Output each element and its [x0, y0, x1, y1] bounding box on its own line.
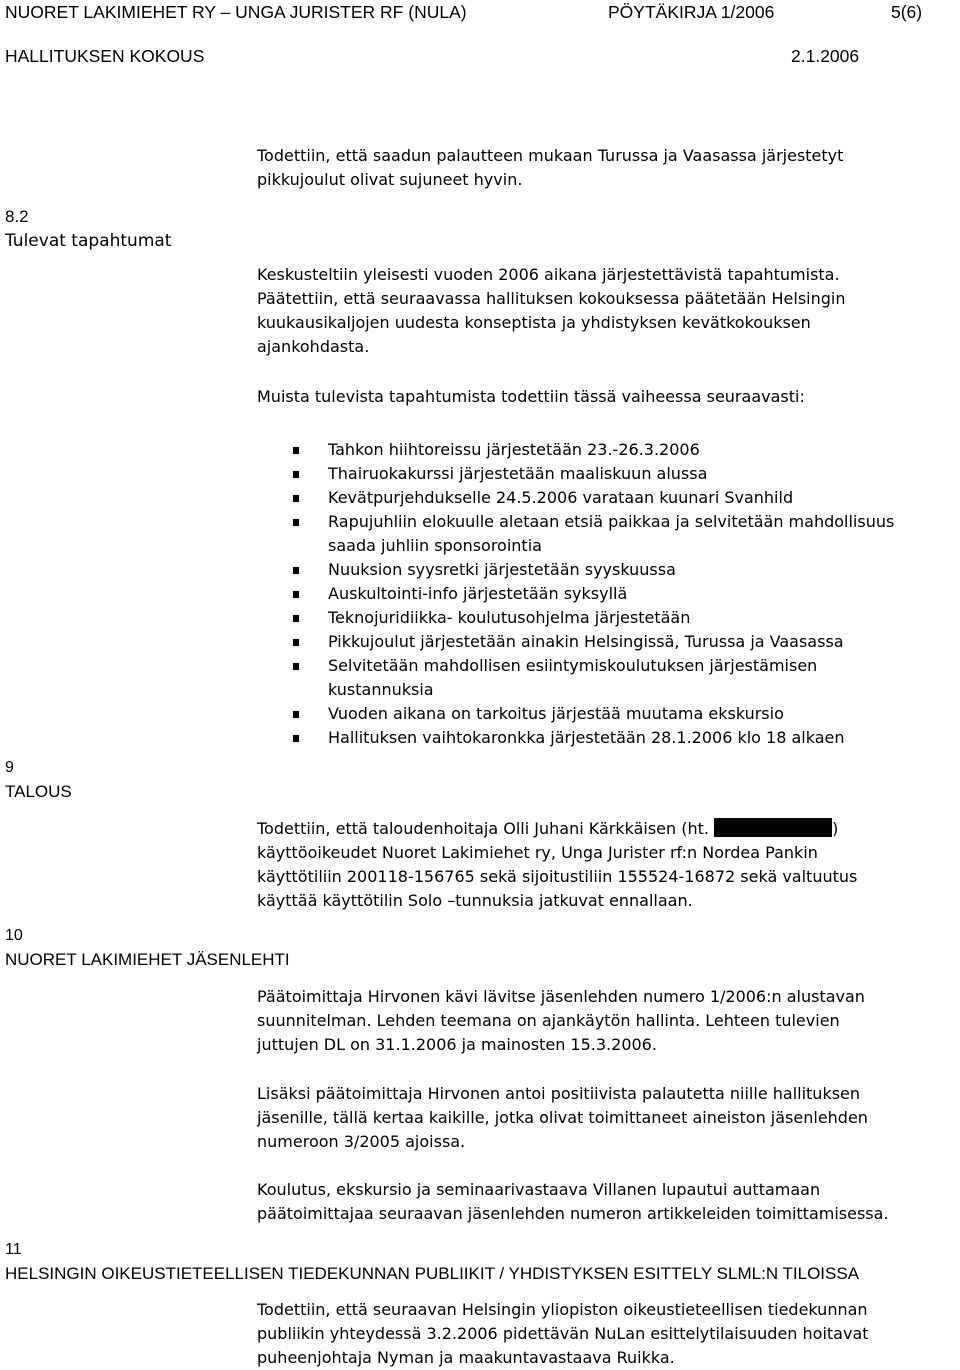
- events-bullet-list: [292, 438, 894, 750]
- intro-paragraph: [257, 144, 843, 192]
- bullet-icon: [293, 567, 299, 574]
- header-meeting: HALLITUKSEN KOKOUS: [5, 46, 205, 66]
- text-segment: Todettiin, että taloudenhoitaja Olli Juhani Kärkkäisen (ht.: [257, 819, 709, 838]
- section-number: 9: [5, 759, 14, 776]
- list-item: [292, 630, 894, 654]
- section-title: TALOUS: [5, 782, 72, 801]
- list-item-text: Auskultointi-info järjestetään syksyllä: [328, 584, 628, 603]
- section-number: 10: [5, 927, 23, 944]
- list-item-text: Thairuokakurssi järjestetään maaliskuun alussa: [328, 464, 708, 483]
- bullet-icon: [293, 663, 299, 670]
- list-item: [292, 582, 894, 606]
- section-11-heading: [5, 1238, 859, 1286]
- bullet-icon: [293, 639, 299, 646]
- text-line: käyttötiliin 200118-156765 sekä sijoitustiliin 155524-16872 sekä valtuutus: [257, 867, 858, 886]
- list-item: [292, 606, 894, 630]
- list-item: [292, 558, 894, 582]
- section-8-2-paragraph-1: [257, 263, 846, 359]
- section-title: HELSINGIN OIKEUSTIETEELLISEN TIEDEKUNNAN PUBLIIKIT / YHDISTYKSEN ESITTELY SLML:N TILOISSA: [5, 1264, 860, 1283]
- section-10-paragraph-1: [257, 985, 865, 1057]
- text-line: päätoimittajaa seuraavan jäsenlehden numeron artikkeleiden toimittamisessa.: [257, 1204, 889, 1223]
- list-item-text: saada juhliin sponsorointia: [328, 536, 542, 555]
- section-number: 8.2: [5, 207, 29, 226]
- section-10-paragraph-3: [257, 1178, 889, 1226]
- bullet-icon: [293, 447, 299, 454]
- list-item-text: Selvitetään mahdollisen esiintymiskoulutuksen järjestämisen: [328, 656, 818, 675]
- list-item: [292, 726, 894, 750]
- list-item-text: Nuuksion syysretki järjestetään syyskuussa: [328, 560, 676, 579]
- list-item-text: Pikkujoulut järjestetään ainakin Helsingissä, Turussa ja Vaasassa: [328, 632, 844, 651]
- header-document-title: PÖYTÄKIRJA 1/2006: [608, 2, 775, 22]
- list-item: [292, 462, 894, 486]
- header-organization: NUORET LAKIMIEHET RY – UNGA JURISTER RF (NULA): [5, 2, 467, 22]
- text-line: [257, 817, 857, 841]
- text-line: Todettiin, että saadun palautteen mukaan Turussa ja Vaasassa järjestetyt: [257, 146, 844, 165]
- list-item-text: Rapujuhliin elokuulle aletaan etsiä paikkaa ja selvitetään mahdollisuus: [328, 512, 895, 531]
- text-line: publiikin yhteydessä 3.2.2006 pidettävän NuLan esittelytilaisuuden hoitavat: [257, 1324, 869, 1343]
- header-page-number: 5(6): [891, 2, 923, 22]
- list-item: [292, 654, 894, 702]
- list-item-text: Kevätpurjehdukselle 24.5.2006 varataan kuunari Svanhild: [328, 488, 794, 507]
- list-item: [292, 702, 894, 726]
- bullet-icon: [293, 495, 299, 502]
- bullet-icon: [293, 591, 299, 598]
- text-line: Päätettiin, että seuraavassa hallituksen kokouksessa päätetään Helsingin: [257, 289, 846, 308]
- section-title: Tulevat tapahtumat: [5, 231, 172, 251]
- section-8-2-paragraph-2: [257, 385, 805, 409]
- text-line: käyttöoikeudet Nuoret Lakimiehet ry, Unga Jurister rf:n Nordea Pankin: [257, 843, 818, 862]
- bullet-icon: [293, 519, 299, 526]
- redaction-block: [714, 818, 832, 837]
- section-title: NUORET LAKIMIEHET JÄSENLEHTI: [5, 950, 290, 969]
- list-item-text: Teknojuridiikka- koulutusohjelma järjestetään: [328, 608, 691, 627]
- section-11-paragraph: [257, 1298, 869, 1370]
- list-item: [292, 438, 894, 462]
- text-line: Muista tulevista tapahtumista todettiin tässä vaiheessa seuraavasti:: [257, 387, 805, 406]
- text-line: Keskusteltiin yleisesti vuoden 2006 aikana järjestettävistä tapahtumista.: [257, 265, 840, 284]
- section-9-paragraph: [257, 817, 857, 913]
- list-item: [292, 510, 894, 558]
- text-line: Koulutus, ekskursio ja seminaarivastaava Villanen lupautui auttamaan: [257, 1180, 821, 1199]
- section-10-paragraph-2: [257, 1082, 868, 1154]
- list-item: [292, 486, 894, 510]
- list-item-text: kustannuksia: [328, 680, 434, 699]
- section-number: 11: [5, 1241, 22, 1258]
- text-line: pikkujoulut olivat sujuneet hyvin.: [257, 170, 523, 189]
- bullet-icon: [293, 615, 299, 622]
- list-item-text: Tahkon hiihtoreissu järjestetään 23.-26.3.2006: [328, 440, 700, 459]
- text-line: numeroon 3/2005 ajoissa.: [257, 1132, 466, 1151]
- text-line: ajankohdasta.: [257, 337, 370, 356]
- bullet-icon: [293, 711, 299, 718]
- text-line: puheenjohtaja Nyman ja maakuntavastaava Ruikka.: [257, 1348, 675, 1367]
- text-line: Päätoimittaja Hirvonen kävi lävitse jäsenlehden numero 1/2006:n alustavan: [257, 987, 865, 1006]
- list-item-text: Vuoden aikana on tarkoitus järjestää muutama ekskursio: [328, 704, 784, 723]
- bullet-icon: [293, 735, 299, 742]
- text-line: jäsenille, tällä kertaa kaikille, jotka olivat toimittaneet aineiston jäsenlehden: [257, 1108, 868, 1127]
- text-segment: ): [832, 819, 839, 838]
- text-line: suunnitelman. Lehden teemana on ajankäytön hallinta. Lehteen tulevien: [257, 1011, 840, 1030]
- list-item-text: Hallituksen vaihtokaronkka järjestetään 28.1.2006 klo 18 alkaen: [328, 728, 845, 747]
- section-9-heading: [5, 756, 72, 804]
- header-date: 2.1.2006: [791, 46, 860, 66]
- text-line: Lisäksi päätoimittaja Hirvonen antoi positiivista palautetta niille hallituksen: [257, 1084, 861, 1103]
- section-10-heading: [5, 924, 290, 972]
- bullet-icon: [293, 471, 299, 478]
- text-line: Todettiin, että seuraavan Helsingin yliopiston oikeustieteellisen tiedekunnan: [257, 1300, 868, 1319]
- section-8-2-heading: [5, 205, 171, 253]
- text-line: käyttää käyttötilin Solo –tunnuksia jatkuvat ennallaan.: [257, 891, 693, 910]
- text-line: kuukausikaljojen uudesta konseptista ja yhdistyksen kevätkokouksen: [257, 313, 811, 332]
- text-line: juttujen DL on 31.1.2006 ja mainosten 15.3.2006.: [257, 1035, 657, 1054]
